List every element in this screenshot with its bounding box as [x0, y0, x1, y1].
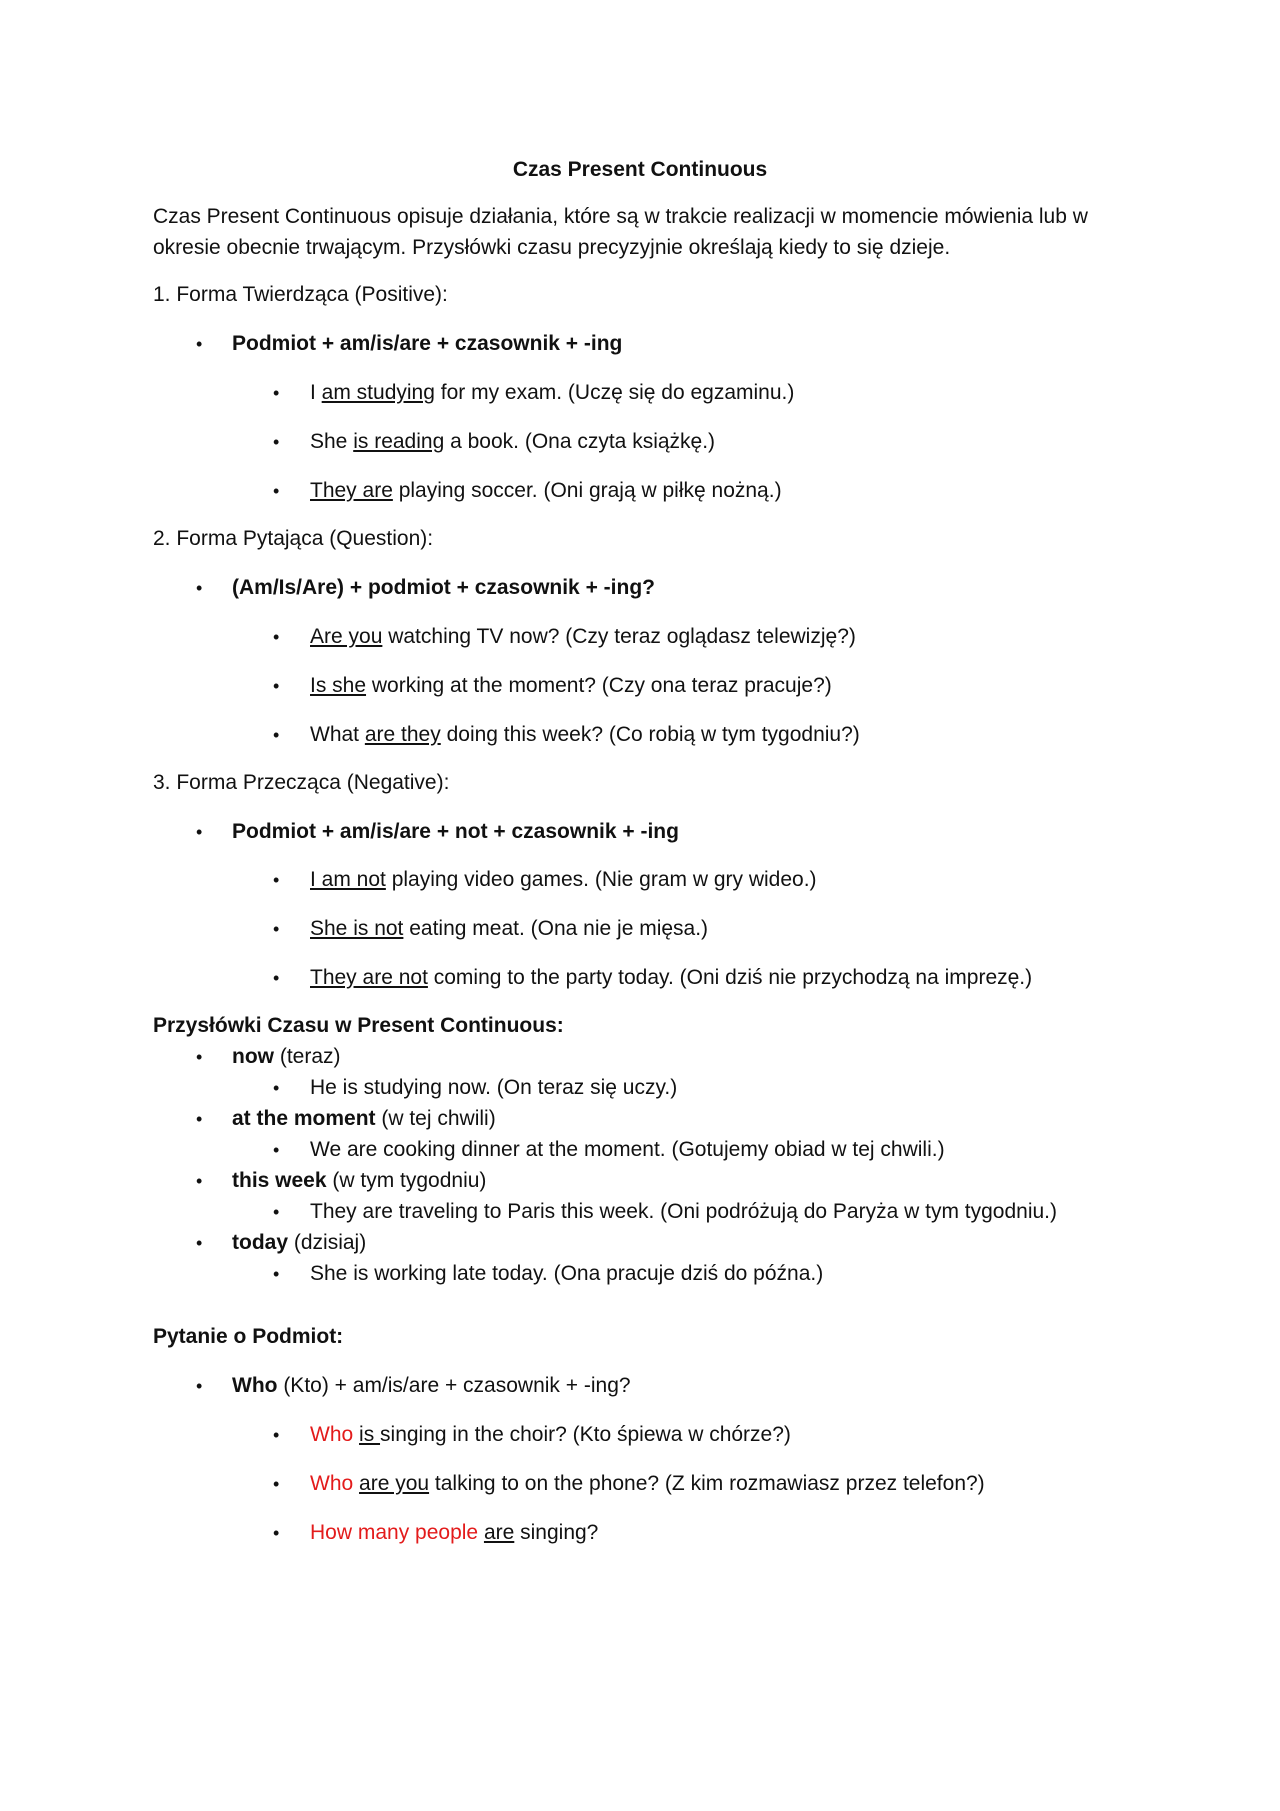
bullet-icon: • — [273, 1078, 280, 1098]
positive-example-2: She is reading a book. (Ona czyta książkę.) — [310, 430, 716, 453]
bullet-icon: • — [196, 822, 203, 842]
bullet-icon: • — [273, 1202, 280, 1222]
question-example-3: What are they doing this week? (Co robią w tym tygodniu?) — [310, 723, 860, 746]
negative-formula: Podmiot + am/is/are + not + czasownik + -ing — [232, 820, 679, 843]
positive-heading: 1. Forma Twierdząca (Positive): — [153, 283, 448, 306]
negative-example-3: They are not coming to the party today. (Oni dziś nie przychodzą na imprezę.) — [310, 966, 1033, 989]
positive-example-3: They are playing soccer. (Oni grają w piłkę nożną.) — [310, 479, 782, 502]
positive-example-1: I am studying for my exam. (Uczę się do egzaminu.) — [310, 381, 795, 404]
bullet-icon: • — [196, 578, 203, 598]
adverbs-heading: Przysłówki Czasu w Present Continuous: — [153, 1014, 564, 1037]
bullet-icon: • — [273, 481, 280, 501]
bullet-icon: • — [196, 334, 203, 354]
bullet-icon: • — [273, 870, 280, 890]
subject-question-formula: Who (Kto) + am/is/are + czasownik + -ing? — [232, 1374, 631, 1397]
document-title: Czas Present Continuous — [512, 158, 768, 181]
adverb-today: today (dzisiaj) — [232, 1231, 367, 1254]
subject-question-example-2: Who are you talking to on the phone? (Z kim rozmawiasz przez telefon?) — [310, 1472, 985, 1495]
adverb-now: now (teraz) — [232, 1045, 341, 1068]
bullet-icon: • — [273, 1264, 280, 1284]
bullet-icon: • — [196, 1233, 203, 1253]
positive-formula: Podmiot + am/is/are + czasownik + -ing — [232, 332, 623, 355]
bullet-icon: • — [196, 1376, 203, 1396]
bullet-icon: • — [273, 1474, 280, 1494]
intro-paragraph: Czas Present Continuous opisuje działania, które są w trakcie realizacji w momencie mówienia lub w okresie obecnie trwającym. Przysłówki czasu precyzyjnie określają kiedy to się dzieje. — [153, 205, 1088, 259]
question-example-1: Are you watching TV now? (Czy teraz oglądasz telewizję?) — [310, 625, 856, 648]
bullet-icon: • — [196, 1109, 203, 1129]
adverb-at-the-moment-example: We are cooking dinner at the moment. (Gotujemy obiad w tej chwili.) — [310, 1138, 945, 1161]
question-heading: 2. Forma Pytająca (Question): — [153, 527, 434, 550]
adverb-this-week: this week (w tym tygodniu) — [232, 1169, 487, 1192]
bullet-icon: • — [273, 968, 280, 988]
negative-example-1: I am not playing video games. (Nie gram w gry wideo.) — [310, 868, 817, 891]
subject-question-example-3: How many people are singing? — [310, 1521, 599, 1544]
adverb-today-example: She is working late today. (Ona pracuje dziś do późna.) — [310, 1262, 824, 1285]
bullet-icon: • — [273, 627, 280, 647]
subject-question-heading: Pytanie o Podmiot: — [153, 1325, 344, 1348]
negative-example-2: She is not eating meat. (Ona nie je mięsa.) — [310, 917, 709, 940]
bullet-icon: • — [273, 383, 280, 403]
bullet-icon: • — [273, 432, 280, 452]
bullet-icon: • — [273, 676, 280, 696]
bullet-icon: • — [273, 725, 280, 745]
question-formula: (Am/Is/Are) + podmiot + czasownik + -ing? — [232, 576, 655, 599]
question-example-2: Is she working at the moment? (Czy ona teraz pracuje?) — [310, 674, 832, 697]
negative-heading: 3. Forma Przecząca (Negative): — [153, 771, 450, 794]
bullet-icon: • — [273, 919, 280, 939]
bullet-icon: • — [273, 1140, 280, 1160]
bullet-icon: • — [273, 1523, 280, 1543]
subject-question-example-1: Who is singing in the choir? (Kto śpiewa w chórze?) — [310, 1423, 791, 1446]
adverb-now-example: He is studying now. (On teraz się uczy.) — [310, 1076, 678, 1099]
bullet-icon: • — [196, 1047, 203, 1067]
bullet-icon: • — [196, 1171, 203, 1191]
adverb-this-week-example: They are traveling to Paris this week. (Oni podróżują do Paryża w tym tygodniu.) — [310, 1200, 1057, 1223]
adverb-at-the-moment: at the moment (w tej chwili) — [232, 1107, 496, 1130]
bullet-icon: • — [273, 1425, 280, 1445]
